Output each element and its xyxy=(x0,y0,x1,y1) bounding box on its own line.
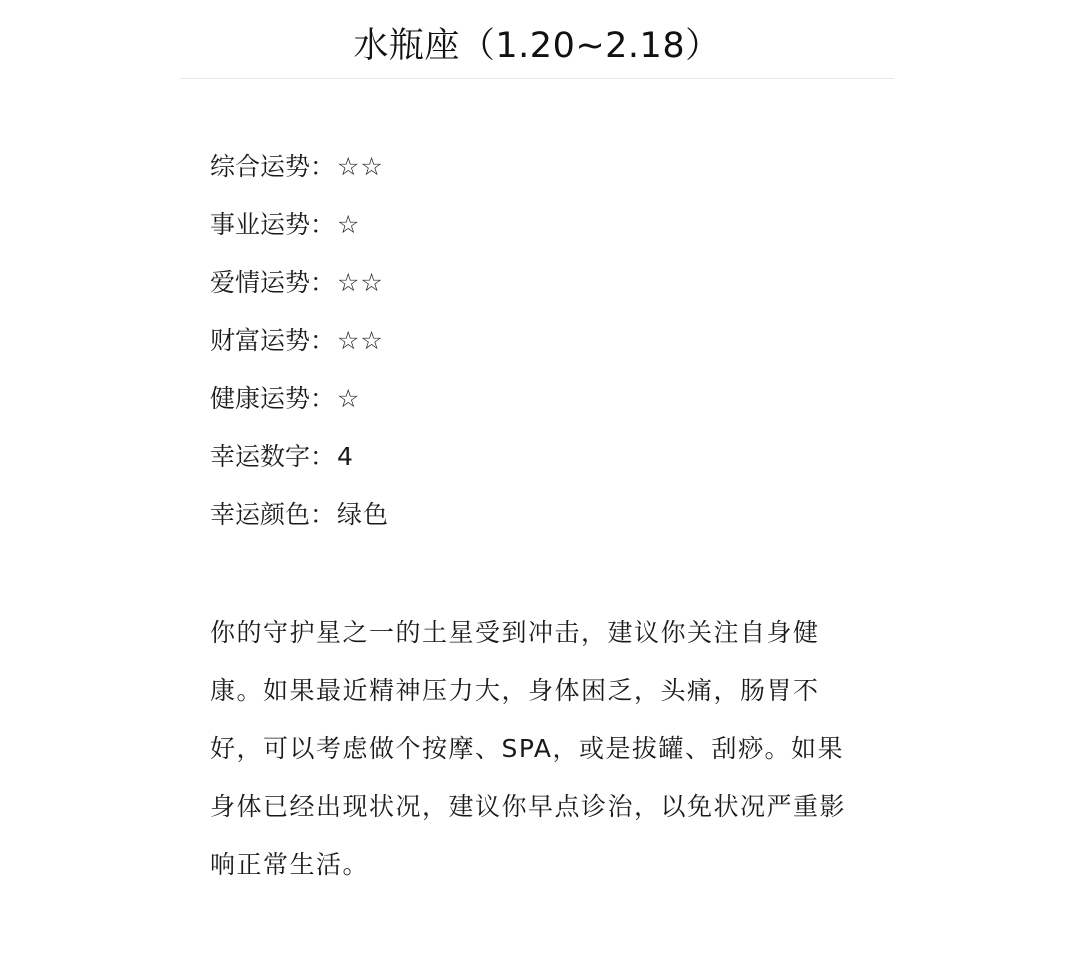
horoscope-description: 你的守护星之一的土星受到冲击，建议你关注自身健康。如果最近精神压力大，身体困乏，头痛，肠胃不好，可以考虑做个按摩、SPA，或是拔罐、刮痧。如果身体已经出现状况，建议你早点诊治，以免状况严重影响正常生活。 xyxy=(210,618,847,879)
star-rating: ☆☆ xyxy=(337,152,384,181)
fortune-label: 综合运势： xyxy=(210,152,336,181)
fortune-label: 事业运势： xyxy=(210,210,336,239)
fortune-row-lucky-color xyxy=(210,486,870,544)
star-rating: ☆ xyxy=(337,384,361,413)
title-divider xyxy=(180,78,894,79)
star-rating: ☆☆ xyxy=(337,268,384,297)
fortune-row-career xyxy=(210,196,870,254)
fortune-row-wealth xyxy=(210,312,870,370)
lucky-color-value: 绿色 xyxy=(337,500,390,529)
fortune-label: 爱情运势： xyxy=(210,268,336,297)
fortune-row-overall xyxy=(210,138,870,196)
fortune-label: 健康运势： xyxy=(210,384,336,413)
fortune-row-health xyxy=(210,370,870,428)
fortune-list xyxy=(210,138,870,544)
page-title: 水瓶座（1.20~2.18） xyxy=(353,26,721,66)
fortune-label: 财富运势： xyxy=(210,326,336,355)
lucky-number-value: 4 xyxy=(337,442,354,471)
star-rating: ☆ xyxy=(337,210,361,239)
fortune-label: 幸运颜色： xyxy=(210,500,336,529)
fortune-row-love xyxy=(210,254,870,312)
fortune-row-lucky-number xyxy=(210,428,870,486)
star-rating: ☆☆ xyxy=(337,326,384,355)
fortune-label: 幸运数字： xyxy=(210,442,336,471)
